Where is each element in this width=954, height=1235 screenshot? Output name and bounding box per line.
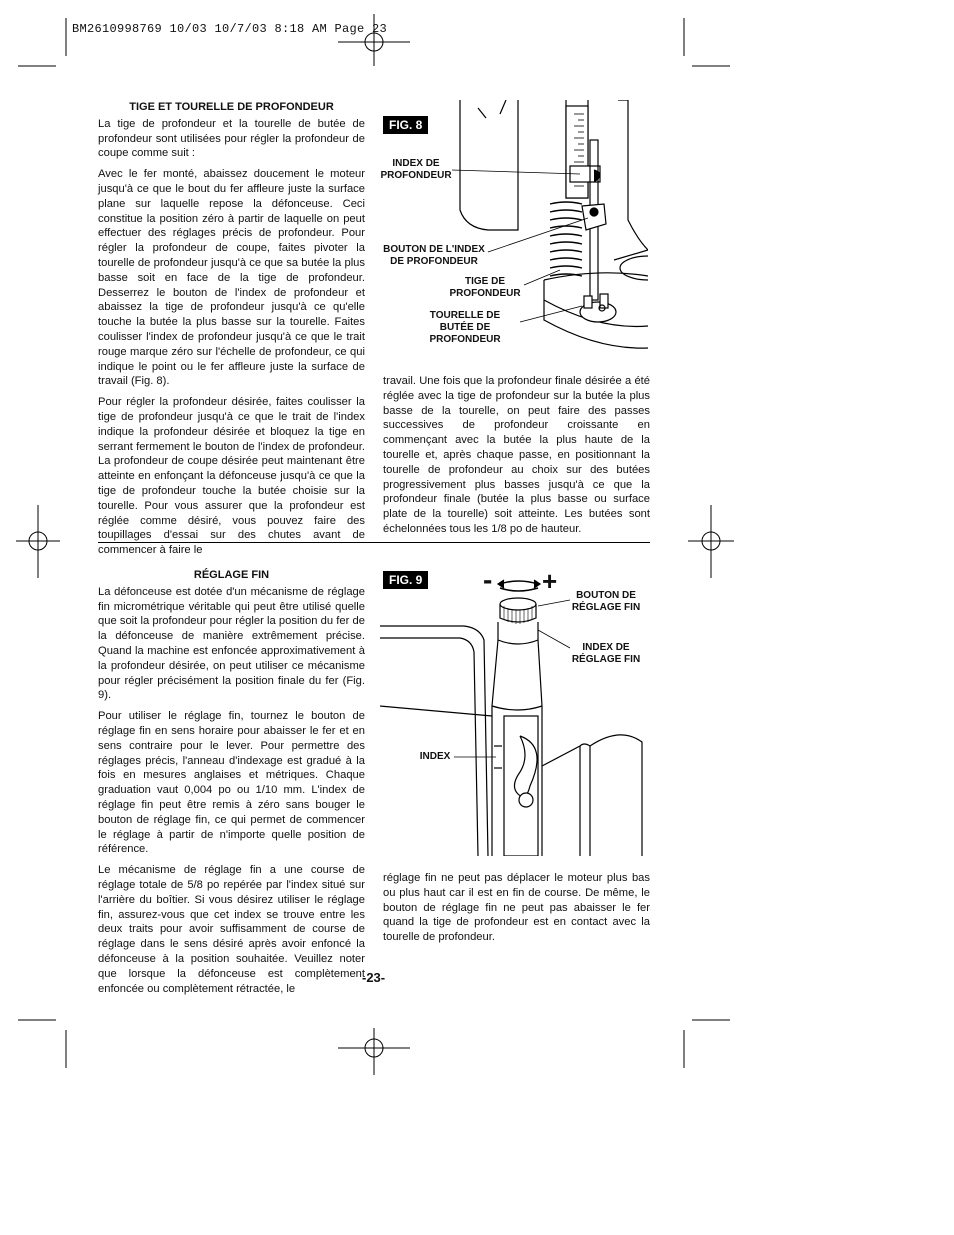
callout-index-de-profondeur: INDEX DE PROFONDEUR <box>380 158 452 181</box>
paragraph: Pour régler la profondeur désirée, faites coulisser la tige de profondeur jusqu'à ce que le trait de l'index indique la profondeur désirée et bloquez la tige en serrant fermement le bouton de l'index de profondeur. La profondeur de coupe désirée peut maintenant être atteinte en enfonçant la défonceuse jusqu'à ce que la tige de profondeur touche la butée choisie sur la tourelle. Pour vous assurer que la profondeur est réglée comme désiré, vous pouvez faire des toupillages d'essai sur des chutes avant de commencer à faire le <box>98 396 365 557</box>
section2-left-column <box>98 568 365 1002</box>
paragraph: Avec le fer monté, abaissez doucement le moteur jusqu'à ce que le bout du fer affleure juste la surface plane sur laquelle repose la défonceuse. Ceci constitue la position zéro à partir de laquelle on peut effectuer des réglages précis de profondeur. Pour régler la profondeur de coupe, faites pivoter la tourelle de profondeur jusqu'à ce que sa butée la plus basse soit en face de la tige de profondeur. Desserrez le bouton de l'index de profondeur et abaissez la tige de profondeur jusqu'à ce qu'elle touche la butée la plus basse sur la tourelle. Faites coulisser l'index de profondeur jusqu'à ce que le trait rouge marque zéro sur l'échelle de profondeur, ce qui indique le point ou le fer affleure juste la surface de travail (Fig. 8). <box>98 168 365 388</box>
page-number: -23- <box>362 970 386 985</box>
paragraph: La défonceuse est dotée d'un mécanisme de réglage fin micrométrique véritable qui peut être utilisé quelle que soit la profondeur pour régler la position du fer de la défonceuse de manière extrêmement précise. Quand la machine est enfoncée approximativement à la profondeur désirée, on peut utiliser ce mécanisme pour régler précisément la position finale du fer (Fig. 9). <box>98 585 365 702</box>
fig8-router-illustration <box>448 100 648 360</box>
paragraph: réglage fin ne peut pas déplacer le moteur plus bas ou plus haut car il est en fin de course. De même, le bouton de réglage fin ne peut pas abaisser le fer quand la tige de profondeur est en contact avec la tourelle de profondeur. <box>383 872 650 944</box>
section2-right-column <box>383 871 650 951</box>
section1-right-column <box>383 374 650 543</box>
fig9-label: FIG. 9 <box>383 571 428 589</box>
minus-sign: - <box>483 564 493 595</box>
print-header: BM2610998769 10/03 10/7/03 8:18 AM Page 23 <box>72 22 388 36</box>
fig9-fine-adjust-illustration <box>380 566 650 856</box>
paragraph: La tige de profondeur et la tourelle de butée de profondeur sont utilisées pour régler la profondeur de coupe comme suit : <box>98 117 365 160</box>
section-divider <box>98 542 650 543</box>
section1-left-column <box>98 100 365 564</box>
callout-index-reglage-fin: INDEX DE RÉGLAGE FIN <box>571 642 641 665</box>
plus-sign: + <box>542 566 558 596</box>
paragraph: travail. Une fois que la profondeur finale désirée a été réglée avec la tige de profondeur sur la butée la plus basse de la tourelle, on peut faire des passes successives de profondeur croissante en commençant avec la butée la plus haute de la tourelle et, après chaque passe, en positionnant la tourelle de profondeur au choix sur des butées progressivement plus basses jusqu'à ce que la profondeur finale (butée la plus basse ou surface plate de la tourelle) soit atteinte. Les butées sont échelonnées tous les 1/8 po de hauteur. <box>383 375 650 535</box>
paragraph: Le mécanisme de réglage fin a une course de réglage totale de 5/8 po repérée par l'index situé sur l'arrière du boîtier. Si vous désirez utiliser le réglage fin, assurez-vous que cet index se trouve entre les deux traits pour avoir suffisamment de course de réglage dans le sens désiré après avoir enfoncé la défonceuse à la position souhaitée. Veuillez noter que lorsque la défonceuse est complètement enfoncée ou complètement rétractée, le <box>98 864 365 995</box>
callout-tourelle-butee: TOURELLE DE BUTÉE DE PROFONDEUR <box>429 310 501 345</box>
section-title-tige-tourelle: TIGE ET TOURELLE DE PROFONDEUR <box>129 101 334 113</box>
callout-index: INDEX <box>419 751 451 762</box>
fig8-label: FIG. 8 <box>383 116 428 134</box>
callout-tige-de-profondeur: TIGE DE PROFONDEUR <box>449 276 521 299</box>
callout-bouton-reglage-fin: BOUTON DE RÉGLAGE FIN <box>571 590 641 613</box>
paragraph: Pour utiliser le réglage fin, tournez le bouton de réglage fin en sens horaire pour abaisser le fer et en sens contraire pour le lever. Pour permettre des réglages précis, l'anneau d'indexage est gradué à la fois en mesures anglaises et métriques. Chaque graduation vaut 0,004 po ou 1/10 mm. L'index de réglage fin peut être remis à zéro sans bouger le bouton de réglage fin, ce qui permet de commencer le réglage à partir de n'importe quelle position de référence. <box>98 710 365 856</box>
callout-bouton-index-profondeur: BOUTON DE L'INDEX DE PROFONDEUR <box>383 244 485 267</box>
section-title-reglage-fin: RÉGLAGE FIN <box>193 569 270 581</box>
